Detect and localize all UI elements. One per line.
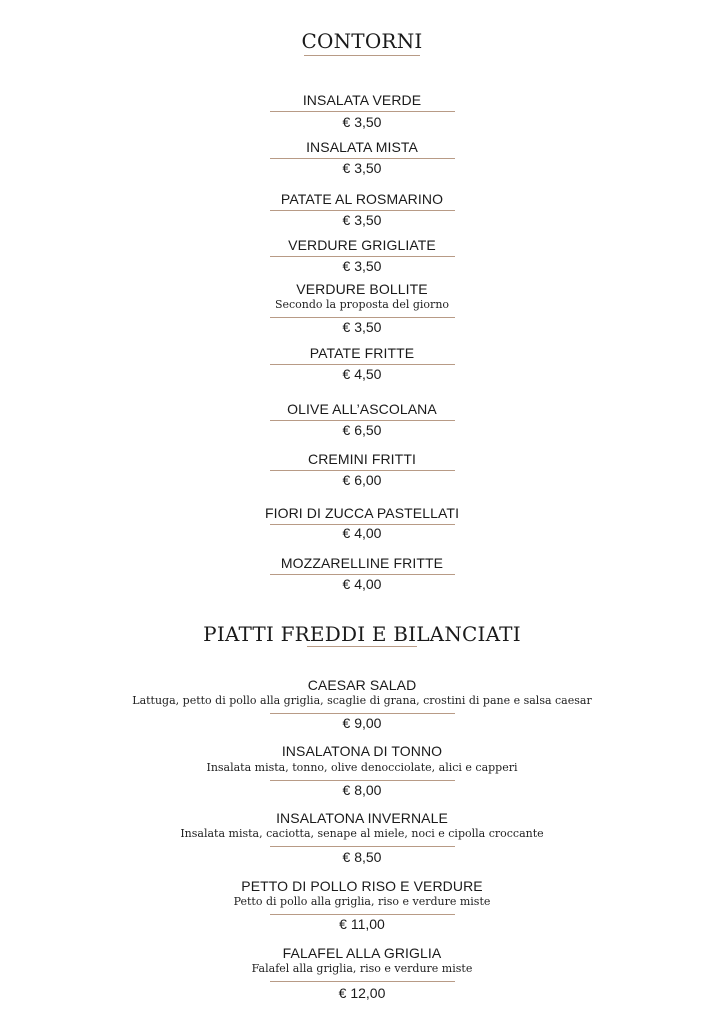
menu-item-price: € 11,00 [339,916,385,932]
menu-item-name: VERDURE GRIGLIATE [288,237,436,253]
menu-item-description: Falafel alla griglia, riso e verdure miste [251,962,473,975]
menu-item-price: € 4,50 [342,366,382,382]
menu-item-price: € 3,50 [342,319,382,335]
menu-item-divider [270,364,455,365]
menu-item-price: € 8,50 [342,849,382,865]
menu-item-name: INSALATA MISTA [306,139,418,155]
menu-item-price: € 3,50 [342,160,382,176]
menu-item-price: € 8,00 [342,782,382,798]
menu-item-price: € 3,50 [342,258,382,274]
menu-item-name: PATATE AL ROSMARINO [280,191,444,207]
menu-item-price: € 3,50 [342,114,382,130]
menu-item-price: € 6,00 [342,472,382,488]
section-title-underline [307,646,417,647]
menu-item-name: PETTO DI POLLO RISO E VERDURE [241,878,483,894]
menu-item-divider [270,713,455,714]
section-title-contorni: CONTORNI [301,29,423,53]
menu-item-price: € 12,00 [338,985,386,1001]
menu-item-divider [270,780,455,781]
menu-item-divider [270,914,455,915]
menu-item-description: Petto di pollo alla griglia, riso e verdure miste [233,895,491,908]
section-title-underline [304,55,420,56]
menu-item-divider [270,111,455,112]
menu-item-description: Secondo la proposta del giorno [274,298,450,311]
menu-item-name: INSALATA VERDE [302,92,422,108]
menu-item-price: € 9,00 [342,715,382,731]
menu-item-description: Insalata mista, tonno, olive denocciolate, alici e capperi [206,761,518,774]
menu-item-divider [270,470,455,471]
menu-item-price: € 6,50 [342,422,382,438]
menu-item-name: FALAFEL ALLA GRIGLIA [282,945,442,961]
menu-item-divider [270,317,455,318]
menu-item-divider [270,210,455,211]
menu-item-price: € 4,00 [342,525,382,541]
menu-item-name: MOZZARELLINE FRITTE [280,555,444,571]
menu-item-description: Insalata mista, caciotta, senape al miele, noci e cipolla croccante [180,827,544,840]
menu-item-description: Lattuga, petto di pollo alla griglia, scaglie di grana, crostini di pane e salsa caesar [132,694,592,707]
menu-item-name: OLIVE ALL’ASCOLANA [287,401,437,417]
menu-item-name: PATATE FRITTE [309,345,415,361]
menu-item-name: INSALATONA DI TONNO [281,743,443,759]
menu-item-divider [270,981,455,982]
menu-item-price: € 3,50 [342,212,382,228]
menu-item-divider [270,256,455,257]
menu-item-price: € 4,00 [342,576,382,592]
menu-item-name: CAESAR SALAD [307,677,417,693]
menu-item-name: VERDURE BOLLITE [296,281,428,297]
section-title-piatti-freddi: PIATTI FREDDI E BILANCIATI [203,622,521,646]
menu-item-divider [270,846,455,847]
menu-item-name: INSALATONA INVERNALE [276,810,448,826]
menu-item-divider [270,158,455,159]
menu-item-divider [270,420,455,421]
menu-item-divider [270,574,455,575]
menu-item-name: FIORI DI ZUCCA PASTELLATI [264,505,460,521]
menu-item-name: CREMINI FRITTI [308,451,416,467]
